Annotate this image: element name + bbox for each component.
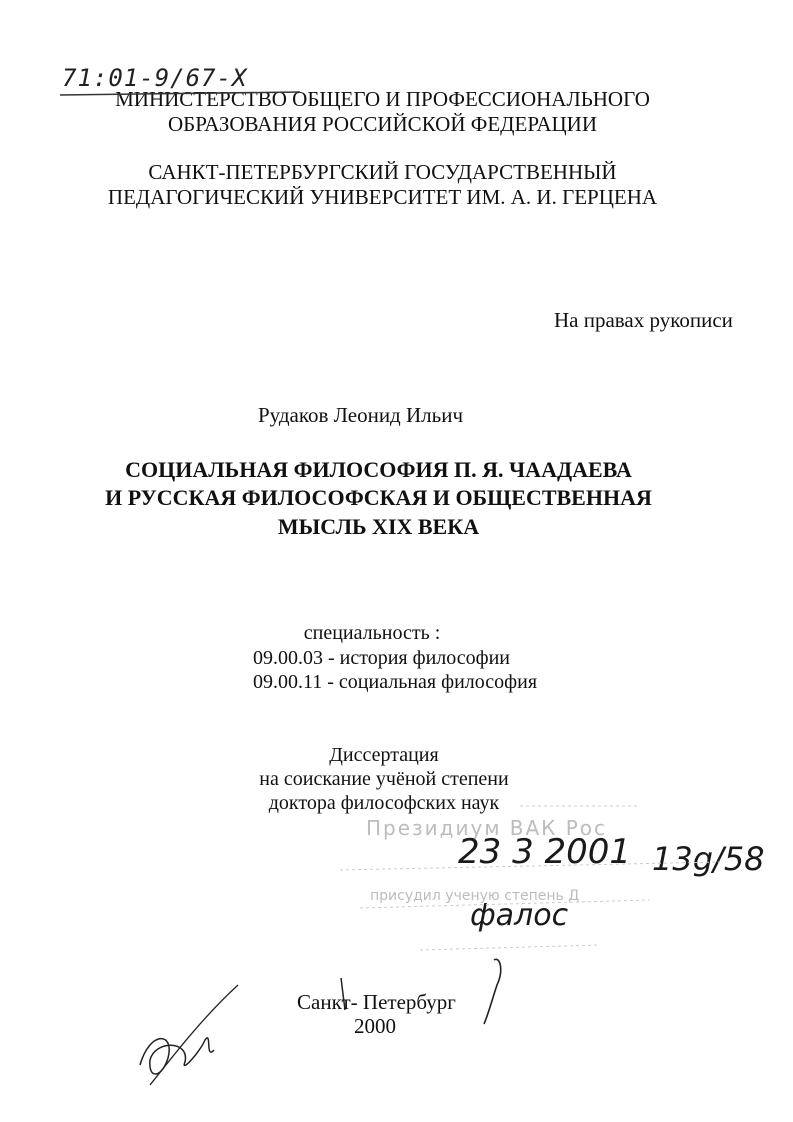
title-line-3: МЫСЛЬ XIX ВЕКА bbox=[277, 514, 480, 539]
handwritten-number: 13g/58 bbox=[652, 840, 765, 878]
stamp-dotted-line bbox=[420, 945, 600, 950]
signature-hook bbox=[484, 959, 501, 1024]
stamp-dotted-line bbox=[360, 900, 650, 908]
title-line-2: И РУССКАЯ ФИЛОСОФСКАЯ И ОБЩЕСТВЕННАЯ bbox=[105, 485, 652, 510]
place: Санкт- Петербург bbox=[297, 990, 456, 1014]
signature-tail bbox=[150, 985, 238, 1085]
ministry-line-1: МИНИСТЕРСТВО ОБЩЕГО И ПРОФЕССИОНАЛЬНОГО bbox=[115, 87, 650, 111]
stamp-dotted-line bbox=[340, 862, 720, 870]
title-line-1: СОЦИАЛЬНАЯ ФИЛОСОФИЯ П. Я. ЧААДАЕВА bbox=[125, 457, 632, 482]
author-name: Рудаков Леонид Ильич bbox=[258, 403, 464, 427]
dissertation-line-1: Диссертация bbox=[329, 744, 439, 766]
university-line-1: САНКТ-ПЕТЕРБУРГСКИЙ ГОСУДАРСТВЕННЫЙ bbox=[148, 160, 617, 184]
ministry-line-2: ОБРАЗОВАНИЯ РОССИЙСКОЙ ФЕДЕРАЦИИ bbox=[168, 112, 597, 136]
handwritten-decision: фалос bbox=[470, 898, 569, 933]
stamp-line-1: Президиум ВАК Рос bbox=[366, 816, 608, 840]
signature-scribble bbox=[140, 1038, 214, 1074]
stamp-line-2: присудил ученую степень Д bbox=[370, 888, 580, 904]
specialty-label: специальность : bbox=[303, 622, 441, 644]
dissertation-line-2: на соискание учёной степени bbox=[259, 768, 509, 790]
handwritten-date: 23 3 2001 bbox=[458, 832, 632, 872]
year: 2000 bbox=[354, 1014, 396, 1038]
specialty-item: 09.00.11 - социальная философия bbox=[253, 671, 538, 693]
university-line-2: ПЕДАГОГИЧЕСКИЙ УНИВЕРСИТЕТ ИМ. А. И. ГЕРЦЕНА bbox=[107, 185, 658, 209]
dissertation-line-3: доктора философских наук bbox=[268, 792, 500, 814]
handwritten-code: 71:01-9/67-X bbox=[62, 64, 248, 92]
rights-note: На правах рукописи bbox=[554, 308, 733, 332]
code-underline bbox=[60, 92, 300, 95]
specialty-item: 09.00.03 - история философии bbox=[253, 647, 511, 669]
